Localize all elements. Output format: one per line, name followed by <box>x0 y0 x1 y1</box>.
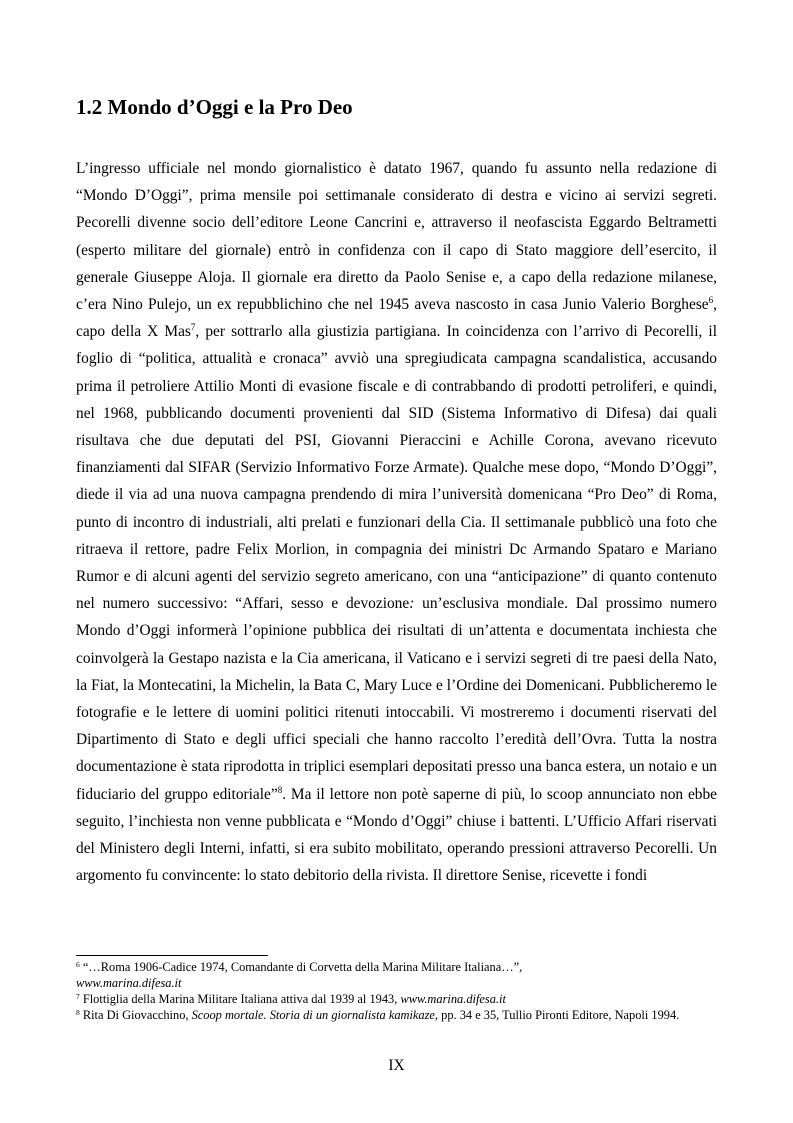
section-title: 1.2 Mondo d’Oggi e la Pro Deo <box>76 95 353 119</box>
footnote-8 <box>76 1007 717 1023</box>
footnote-ref-7[interactable]: 7 <box>190 322 196 333</box>
footnote-book-title: Scoop mortale. Storia di un giornalista kamikaze <box>191 1008 435 1022</box>
footnote-separator <box>76 955 268 956</box>
footnote-text: “…Roma 1906-Cadice 1974, Comandante di Corvetta della Marina Militare Italiana…”, <box>79 960 523 974</box>
footnote-link[interactable]: www.marina.difesa.it <box>400 992 506 1006</box>
paragraph-text: . Ma il lettore non potè saperne di più, lo scoop annunciato non ebbe seguito, l’inchiesta non venne pubblicata e “Mondo d’Oggi” chiuse i battenti. L’Ufficio Affari riservati del Ministero degli Interni, infatti, si era subito mobilitato, operando pressioni attraverso Pecorelli. Un argomento fu convincente: lo stato debitorio della rivista. Il direttore Senise, ricevette i fondi <box>76 785 718 885</box>
footnote-number: 8 <box>76 1008 80 1017</box>
paragraph-text: , per sottrarlo alla giustizia partigiana. In coincidenza con l’arrivo di Pecorelli, il foglio di “politica, attualità e cronaca” avviò una spregiudicata campagna scandalistica, accusando prima il petroliere Attilio Monti di evasione fiscale e di contrabbando di prodotti petroliferi, e quindi, nel 1968, pubblicando documenti provenienti dal SID (Sistema Informativo di Difesa) dai quali risultava che due deputati del PSI, Giovanni Pieraccini e Achille Corona, avevano ricevuto finanziamenti dal SIFAR (Servizio Informativo Forze Armate). Qualche mese dopo, “Mondo D’Oggi”, diede il via ad una nuova campagna prendendo di mira l’università domenicana “Pro Deo” di Roma, punto di incontro di industriali, alti prelati e funzionari della Cia. Il settimanale pubblicò una foto che ritraeva il rettore, padre Felix Morlion, in compagnia dei ministri Dc Armando Spataro e Mariano Rumor e di alcuni agenti del servizio segreto americano, con una “anticipazione” di quanto contenuto nel numero successivo: “Affari, sesso e devozione <box>76 323 717 613</box>
paragraph-text: L’ingresso ufficiale nel mondo giornalistico è datato 1967, quando fu assunto nella redazione di “Mondo D’Oggi”, prima mensile poi settimanale considerato di destra e vicino ai servizi segreti. Pecorelli divenne socio dell’editore Leone Cancrini e, attraverso il neofascista Eggardo Beltrametti (esperto militare del giornale) entrò in confidenza con il capo di Stato maggiore dell’esercito, il generale Giuseppe Aloja. Il giornale era diretto da Paolo Senise e, a capo della redazione milanese, c’era Nino Pulejo, un ex repubblichino che nel 1945 aveva nascosto in casa Junio Valerio Borghese <box>76 160 717 314</box>
footnote-7 <box>76 991 717 1007</box>
footnotes <box>76 959 717 1023</box>
italic-colon: : <box>409 595 415 613</box>
footnote-number: 6 <box>76 960 80 969</box>
paragraph-text: un’esclusiva mondiale. Dal prossimo numero Mondo d’Oggi informerà l’opinione pubblica dei risultati di un’attenta e documentata inchiesta che coinvolgerà la Gestapo nazista e la Cia americana, il Vaticano e i servizi segreti di tre paesi della Nato, la Fiat, la Montecatini, la Michelin, la Bata C, Mary Luce e l’Ordine dei Domenicani. Pubblicheremo le fotografie e le lettere di uomini politici ritenuti intoccabili. Vi mostreremo i documenti riservati del Dipartimento di Stato e degli uffici speciali che hanno raccolto l’eredità dell’Ovra. Tutta la nostra documentazione è stata riprodotta in triplici esemplari depositati presso una banca estera, un notaio e un fiduciario del gruppo editoriale” <box>76 595 717 803</box>
footnote-6 <box>76 959 717 991</box>
footnote-text: , pp. 34 e 35, Tullio Pironti Editore, Napoli 1994. <box>434 1008 680 1022</box>
footnote-text: Flottiglia della Marina Militare Italiana attiva dal 1939 al 1943, <box>79 992 401 1006</box>
page-number: IX <box>388 1057 405 1074</box>
footnote-text: Rita Di Giovacchino, <box>79 1008 192 1022</box>
footnote-ref-8[interactable]: 8 <box>277 784 283 795</box>
body-paragraph <box>76 155 717 889</box>
paragraph-text: , capo della X Mas <box>76 296 717 341</box>
footnote-number: 7 <box>76 992 80 1001</box>
footnote-link[interactable]: www.marina.difesa.it <box>76 976 182 990</box>
footnote-ref-6[interactable]: 6 <box>708 295 714 306</box>
